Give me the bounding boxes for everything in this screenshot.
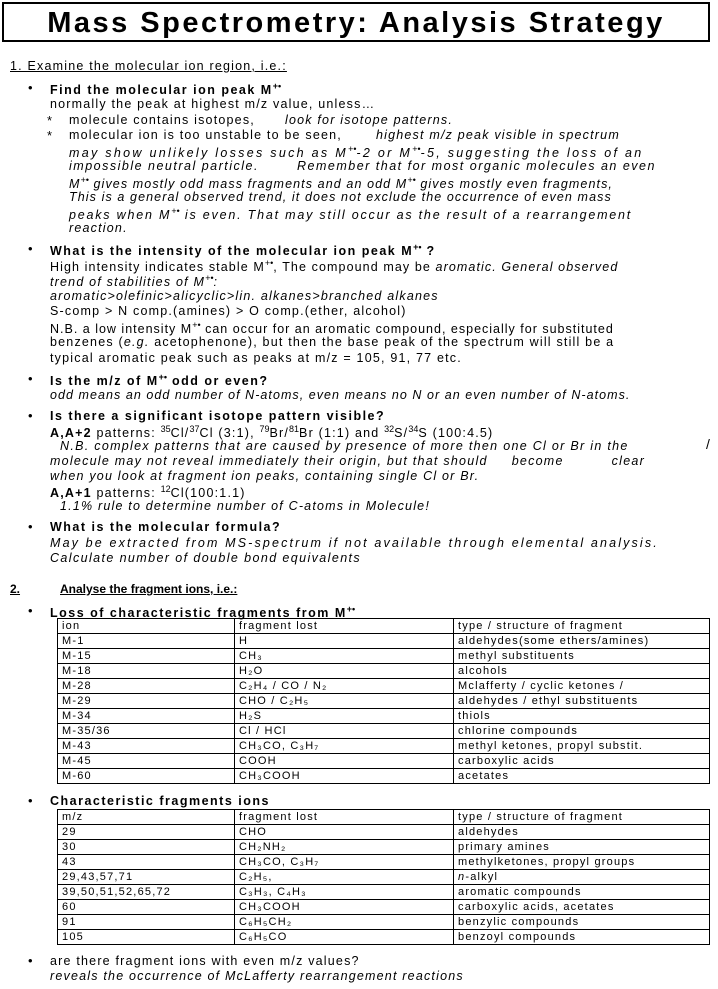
table-cell: benzoyl compounds	[454, 930, 710, 945]
table-cell: M-1	[58, 634, 235, 649]
table-cell: CH₃CO, C₃H₇	[235, 855, 454, 870]
star-icon: *	[47, 113, 53, 128]
table2-title: Characteristic fragments ions	[50, 794, 270, 808]
q2-line3: aromatic>olefinic>alicyclic>lin. alkanes>branched alkanes	[50, 289, 439, 303]
q2-title: What is the intensity of the molecular ion peak M+• ?	[50, 242, 436, 258]
table-header-cell: fragment lost	[235, 810, 454, 825]
q1-p5: peaks when M+• is even. That may still occur as the result of a rearrangement	[69, 206, 633, 222]
table-row	[58, 709, 710, 724]
table-cell: benzylic compounds	[454, 915, 710, 930]
table-row	[58, 885, 710, 900]
bullet-icon: •	[28, 80, 33, 95]
table-cell: 105	[58, 930, 235, 945]
table-cell: C₆H₅CH₂	[235, 915, 454, 930]
q1-p1: may show unlikely losses such as M+•-2 or M+•-5, suggesting the loss of an	[69, 144, 644, 160]
q1-star2: molecular ion is too unstable to be seen, highest m/z peak visible in spectrum	[69, 128, 620, 142]
q2-line5: N.B. a low intensity M+• can occur for an aromatic compound, especially for substituted	[50, 320, 614, 336]
bullet-icon: •	[28, 519, 33, 534]
table-cell: CH₃COOH	[235, 900, 454, 915]
table-cell: CHO	[235, 825, 454, 840]
bullet-icon: •	[28, 241, 33, 256]
table-cell: Mclafferty / cyclic ketones /	[454, 679, 710, 694]
q2-line2: trend of stabilities of M+•:	[50, 273, 219, 289]
q4-line2: N.B. complex patterns that are caused by presence of more then one Cl or Br in the	[60, 439, 629, 453]
table-cell: C₂H₄ / CO / N₂	[235, 679, 454, 694]
q3-line1: odd means an odd number of N-atoms, even means no N or an even number of N-atoms.	[50, 388, 631, 402]
fragment-ions-table	[57, 809, 710, 945]
table-cell: n-alkyl	[454, 870, 710, 885]
q1-line1: normally the peak at highest m/z value, unless…	[50, 97, 376, 111]
q1-title: Find the molecular ion peak M+•	[50, 81, 282, 97]
table-cell: thiols	[454, 709, 710, 724]
table-cell: 43	[58, 855, 235, 870]
table-cell: M-28	[58, 679, 235, 694]
table-cell: alcohols	[454, 664, 710, 679]
table-header-cell: m/z	[58, 810, 235, 825]
q3-title: Is the m/z of M+• odd or even?	[50, 372, 269, 388]
table-row	[58, 900, 710, 915]
q2-line1: High intensity indicates stable M+•, The compound may be aromatic. General observed	[50, 258, 619, 274]
table-cell: carboxylic acids, acetates	[454, 900, 710, 915]
table-row	[58, 870, 710, 885]
q1-p4: This is a general observed trend, it does not exclude the occurrence of even mass	[69, 190, 612, 204]
table-row	[58, 825, 710, 840]
bullet-icon: •	[28, 371, 33, 386]
table-cell: C₆H₅CO	[235, 930, 454, 945]
table-cell: CH₂NH₂	[235, 840, 454, 855]
table-cell: M-15	[58, 649, 235, 664]
table-cell: primary amines	[454, 840, 710, 855]
q5-title: What is the molecular formula?	[50, 520, 282, 534]
bullet-icon: •	[28, 793, 33, 808]
table-row	[58, 679, 710, 694]
table-cell: methylketones, propyl groups	[454, 855, 710, 870]
q4-title: Is there a significant isotope pattern visible?	[50, 409, 386, 423]
bullet-icon: •	[28, 603, 33, 618]
star-icon: *	[47, 128, 53, 143]
table-row	[58, 649, 710, 664]
table-row	[58, 930, 710, 945]
table-row	[58, 724, 710, 739]
table-header-row	[58, 619, 710, 634]
table-header-cell: ion	[58, 619, 235, 634]
table-row	[58, 754, 710, 769]
q1-p2: impossible neutral particle. Remember that for most organic molecules an even	[69, 159, 656, 173]
table-cell: 30	[58, 840, 235, 855]
table-cell: M-34	[58, 709, 235, 724]
table-cell: M-35/36	[58, 724, 235, 739]
q4-line3: molecule may not reveal immediately their origin, but that should become clear	[50, 454, 646, 468]
table-cell: aldehydes / ethyl substituents	[454, 694, 710, 709]
q2-line7: typical aromatic peak such as peaks at m/z = 105, 91, 77 etc.	[50, 351, 462, 365]
q1-p6: reaction.	[69, 221, 128, 235]
table-row	[58, 840, 710, 855]
bullet-icon: •	[28, 408, 33, 423]
table-cell: M-29	[58, 694, 235, 709]
table-cell: aromatic compounds	[454, 885, 710, 900]
q5-line1: May be extracted from MS-spectrum if not available through elemental analysis.	[50, 536, 659, 550]
q1-star1: molecule contains isotopes, look for isotope patterns.	[69, 113, 454, 127]
even-mz-question: are there fragment ions with even m/z values?	[50, 954, 360, 968]
table-cell: M-45	[58, 754, 235, 769]
table-cell: methyl substituents	[454, 649, 710, 664]
mclafferty-note: reveals the occurrence of McLafferty rearrangement reactions	[50, 969, 464, 983]
table-cell: COOH	[235, 754, 454, 769]
table-row	[58, 664, 710, 679]
table-row	[58, 634, 710, 649]
table-cell: M-43	[58, 739, 235, 754]
table-cell: 60	[58, 900, 235, 915]
table-cell: H₂S	[235, 709, 454, 724]
section2-heading: 2. Analyse the fragment ions, i.e.:	[10, 582, 238, 596]
table-cell: 29,43,57,71	[58, 870, 235, 885]
table1-title: Loss of characteristic fragments from M+•	[50, 604, 356, 620]
q5-line2: Calculate number of double bond equivalents	[50, 551, 362, 565]
table-header-cell: type / structure of fragment	[454, 619, 710, 634]
q4-line1: A,A+2 patterns: $^{35}$Cl/$^{37}$Cl (3:1), $^{79}$Br/$^{81}$Br (1:1) and $^{32}$S/$^{34}$S (100:4.5)	[50, 424, 494, 440]
table-cell: aldehydes	[454, 825, 710, 840]
table-cell: M-18	[58, 664, 235, 679]
table-cell: aldehydes(some ethers/amines)	[454, 634, 710, 649]
table-cell: 29	[58, 825, 235, 840]
q4-line5: A,A+1 patterns: $^{12}$Cl(100:1.1)	[50, 484, 246, 500]
table-cell: H	[235, 634, 454, 649]
table-cell: H₂O	[235, 664, 454, 679]
table-cell: carboxylic acids	[454, 754, 710, 769]
q2-line4: S-comp > N comp.(amines) > O comp.(ether, alcohol)	[50, 304, 407, 318]
table-cell: CH₃CO, C₃H₇	[235, 739, 454, 754]
table-cell: CH₃	[235, 649, 454, 664]
table-row	[58, 855, 710, 870]
bullet-icon: •	[28, 953, 33, 968]
q4-line4: when you look at fragment ion peaks, containing single Cl or Br.	[50, 469, 480, 483]
table-row	[58, 739, 710, 754]
table-cell: 91	[58, 915, 235, 930]
table-cell: CHO / C₂H₅	[235, 694, 454, 709]
table-cell: methyl ketones, propyl substit.	[454, 739, 710, 754]
table-row	[58, 915, 710, 930]
table-row	[58, 694, 710, 709]
page-title: Mass Spectrometry: Analysis Strategy	[47, 7, 665, 39]
table-cell: CH₃COOH	[235, 769, 454, 784]
table-cell: chlorine compounds	[454, 724, 710, 739]
table-cell: 39,50,51,52,65,72	[58, 885, 235, 900]
table-header-row	[58, 810, 710, 825]
table-header-cell: type / structure of fragment	[454, 810, 710, 825]
table-cell: M-60	[58, 769, 235, 784]
table-cell: C₃H₃, C₄H₃	[235, 885, 454, 900]
table-row	[58, 769, 710, 784]
q4-line6: 1.1% rule to determine number of C-atoms in Molecule!	[60, 499, 430, 513]
table-cell: C₂H₅,	[235, 870, 454, 885]
q1-p3: M+• gives mostly odd mass fragments and an odd M+• gives mostly even fragments,	[69, 175, 613, 191]
title-box	[2, 2, 710, 42]
table-header-cell: fragment lost	[235, 619, 454, 634]
margin-mark: /	[706, 436, 712, 452]
table-cell: Cl / HCl	[235, 724, 454, 739]
section1-heading: 1. Examine the molecular ion region, i.e.:	[10, 59, 287, 73]
q2-line6: benzenes (e.g. acetophenone), but then the base peak of the spectrum will still be a	[50, 335, 615, 349]
table-cell: acetates	[454, 769, 710, 784]
fragment-loss-table	[57, 618, 710, 784]
